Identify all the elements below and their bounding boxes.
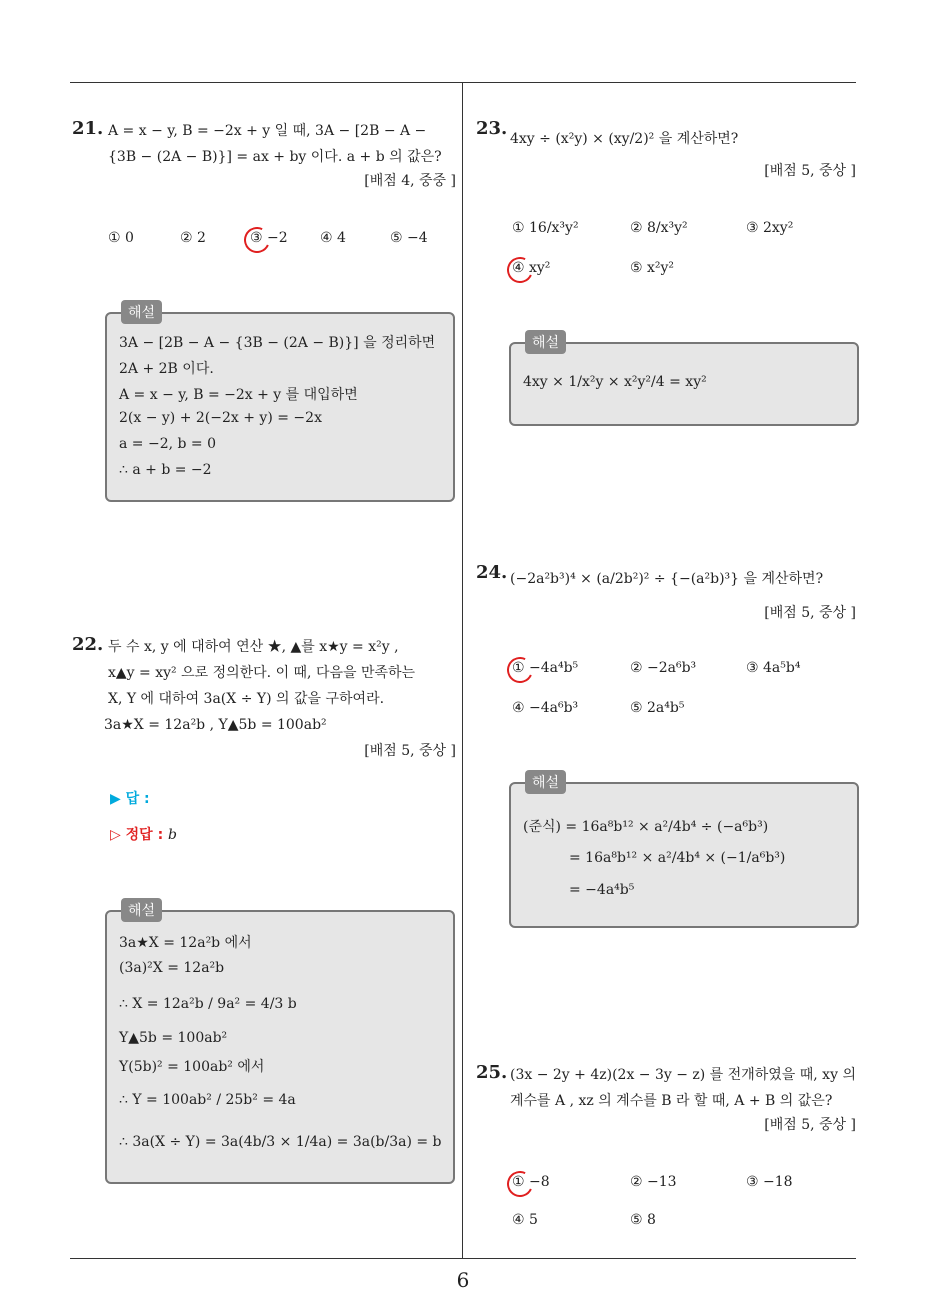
choice-3[interactable]: ③ 2xy² [746,220,794,236]
question-25 [476,1062,856,1138]
choice-3[interactable]: ③ −18 [746,1174,793,1190]
question-meta: [배점 5, 중상 ] [764,163,856,179]
choice-4[interactable]: ④ 5 [512,1212,538,1228]
question-text: 4xy ÷ (x²y) × (xy/2)² 을 계산하면? [510,131,739,147]
question-meta: [배점 5, 중상 ] [764,605,856,621]
column-divider [462,83,463,1259]
question-meta: [배점 4, 중중 ] [364,173,456,189]
choice-5[interactable]: ⑤ 2a⁴b⁵ [630,700,685,716]
choice-1[interactable]: ① 16/x³y² [512,220,579,236]
question-24 [476,562,856,622]
question-number: 21. [72,118,104,139]
question-text: (−2a²b³)⁴ × (a/2b²)² ÷ {−(a²b)³} 을 계산하면? [510,571,824,587]
question-23 [476,118,856,178]
bottom-rule [70,1258,856,1259]
choice-2[interactable]: ② −13 [630,1174,677,1190]
answer-mark-circle [240,223,273,256]
answer-mark-circle [503,1167,536,1200]
choice-5[interactable]: ⑤ −4 [390,230,428,246]
solution-tag: 해설 [121,898,162,922]
question-meta: [배점 5, 중상 ] [364,743,456,759]
choice-4[interactable]: ④ 4 [320,230,346,246]
solution-box-21: 해설 3A − [2B − A − {3B − (2A − B)}] 을 정리하면 2A + 2B 이다. A = x − y, B = −2x + y 를 대입하면 2(x − y) + 2(−2x + y) = −2x a = −2, b = 0 ∴ a + b = −2 [105,312,455,502]
choice-5[interactable]: ⑤ x²y² [630,260,675,276]
solution-box-24: 해설 (준식) = 16a⁸b¹² × a²/4b⁴ ÷ (−a⁶b³) = 16a⁸b¹² × a²/4b⁴ × (−1/a⁶b³) = −4a⁴b⁵ [509,782,859,928]
choices-24 [512,660,852,720]
choice-4[interactable]: ④ −4a⁶b³ [512,700,579,716]
choice-1[interactable]: ① −8 [512,1174,550,1190]
question-22 [72,634,456,764]
solution-tag: 해설 [525,770,566,794]
question-text: (3x − 2y + 4z)(2x − 3y − z) 를 전개하였을 때, xy 의 계수를 A , xz 의 계수를 B 라 할 때, A + B 의 값은? [510,1067,856,1109]
choice-3[interactable]: ③ −2 [250,230,288,246]
solution-box-23: 해설 4xy × 1/x²y × x²y²/4 = xy² [509,342,859,426]
choice-2[interactable]: ② −2a⁶b³ [630,660,697,676]
choice-2[interactable]: ② 8/x³y² [630,220,688,236]
question-text: A = x − y, B = −2x + y 일 때, 3A − [2B − A − {3B − (2A − B)}] = ax + by 이다. a + b 의 값은? [108,123,442,165]
answer-mark-circle [503,653,536,686]
choices-23 [512,216,852,286]
choice-1[interactable]: ① 0 [108,230,134,246]
question-number: 25. [476,1062,508,1083]
choice-1[interactable]: ① −4a⁴b⁵ [512,660,579,676]
question-number: 22. [72,634,104,655]
answer-input-label[interactable]: ▶ 답 : [110,791,150,807]
choice-5[interactable]: ⑤ 8 [630,1212,656,1228]
question-number: 23. [476,118,508,139]
choices-25 [512,1174,852,1234]
solution-tag: 해설 [525,330,566,354]
correct-answer-label: ▷ 정답 : b [110,827,178,843]
choice-3[interactable]: ③ 4a⁵b⁴ [746,660,801,676]
answer-mark-circle [503,253,536,286]
choices-21 [108,230,448,250]
question-text: 두 수 x, y 에 대하여 연산 ★, ▲를 x★y = x²y , x▲y = xy² 으로 정의한다. 이 때, 다음을 만족하는 X, Y 에 대하여 3a(X ÷ Y) 의 값을 구하여라. 3a★X = 12a²b , Y▲5b = 100ab² [104,639,416,733]
question-21 [72,118,456,198]
correct-answer-value: b [168,827,178,843]
top-rule [70,82,856,83]
page-number: 6 [456,1268,470,1292]
solution-tag: 해설 [121,300,162,324]
question-meta: [배점 5, 중상 ] [764,1117,856,1133]
choice-2[interactable]: ② 2 [180,230,206,246]
choice-4[interactable]: ④ xy² [512,260,551,276]
question-number: 24. [476,562,508,583]
solution-box-22: 해설 3a★X = 12a²b 에서 (3a)²X = 12a²b ∴ X = 12a²b / 9a² = 4/3 b Y▲5b = 100ab² Y(5b)² = 100ab² 에서 ∴ Y = 100ab² / 25b² = 4a ∴ 3a(X ÷ Y) = 3a(4b/3 × 1/4a) = 3a(b/3a) = b [105,910,455,1184]
